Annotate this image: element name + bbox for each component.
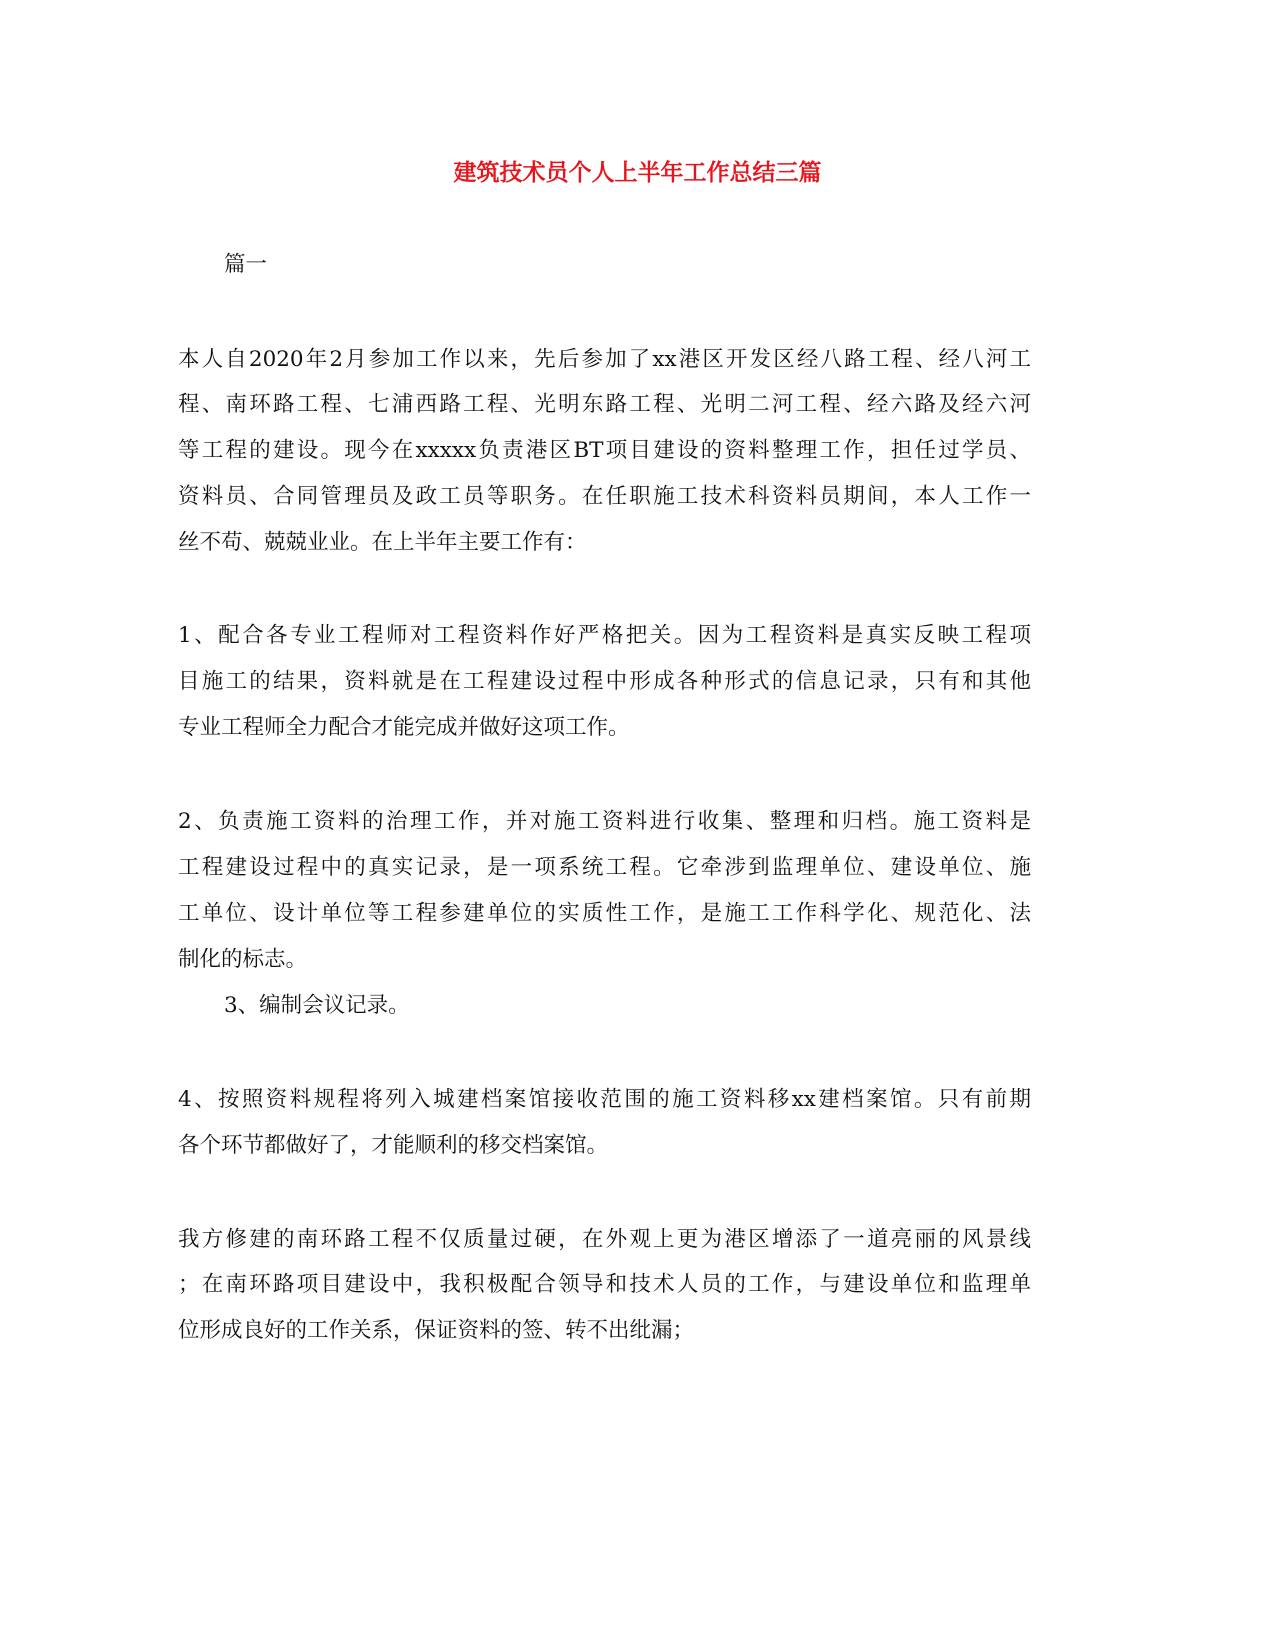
text-line: ；在南环路项目建设中，我积极配合领导和技术人员的工作，与建设单位和监理单	[178, 1272, 1031, 1297]
text-line: 1、配合各专业工程师对工程资料作好严格把关。因为工程资料是真实反映工程项	[178, 623, 1031, 648]
text-line: 2、负责施工资料的治理工作，并对施工资料进行收集、整理和归档。施工资料是	[178, 809, 1031, 834]
text-line: 制化的标志。	[178, 947, 308, 972]
text-line: 各个环节都做好了，才能顺利的移交档案馆。	[178, 1133, 609, 1158]
text-line: 资料员、合同管理员及政工员等职务。在任职施工技术科资料员期间，本人工作一	[178, 484, 1031, 509]
text-line: 4、按照资料规程将列入城建档案馆接收范围的施工资料移xx建档案馆。只有前期	[178, 1087, 1031, 1112]
text-line: 等工程的建设。现今在xxxxx负责港区BT项目建设的资料整理工作，担任过学员、	[178, 438, 1031, 463]
text-line: 工单位、设计单位等工程参建单位的实质性工作，是施工工作科学化、规范化、法	[178, 901, 1031, 926]
text-line: 工程建设过程中的真实记录，是一项系统工程。它牵涉到监理单位、建设单位、施	[178, 855, 1031, 880]
text-line: 程、南环路工程、七浦西路工程、光明东路工程、光明二河工程、经六路及经六河	[178, 392, 1031, 417]
text-line: 位形成良好的工作关系，保证资料的签、转不出纰漏；	[178, 1318, 695, 1343]
text-line: 本人自2020年2月参加工作以来，先后参加了xx港区开发区经八路工程、经八河工	[178, 347, 1031, 372]
text-line: 我方修建的南环路工程不仅质量过硬，在外观上更为港区增添了一道亮丽的风景线	[178, 1227, 1031, 1252]
document-title: 建筑技术员个人上半年工作总结三篇	[453, 159, 822, 186]
text-line: 目施工的结果，资料就是在工程建设过程中形成各种形式的信息记录，只有和其他	[178, 669, 1031, 694]
text-line: 3、编制会议记录。	[224, 993, 410, 1018]
section-heading: 篇一	[224, 252, 268, 277]
text-line: 丝不苟、兢兢业业。在上半年主要工作有：	[178, 530, 587, 555]
text-line: 专业工程师全力配合才能完成并做好这项工作。	[178, 715, 630, 740]
